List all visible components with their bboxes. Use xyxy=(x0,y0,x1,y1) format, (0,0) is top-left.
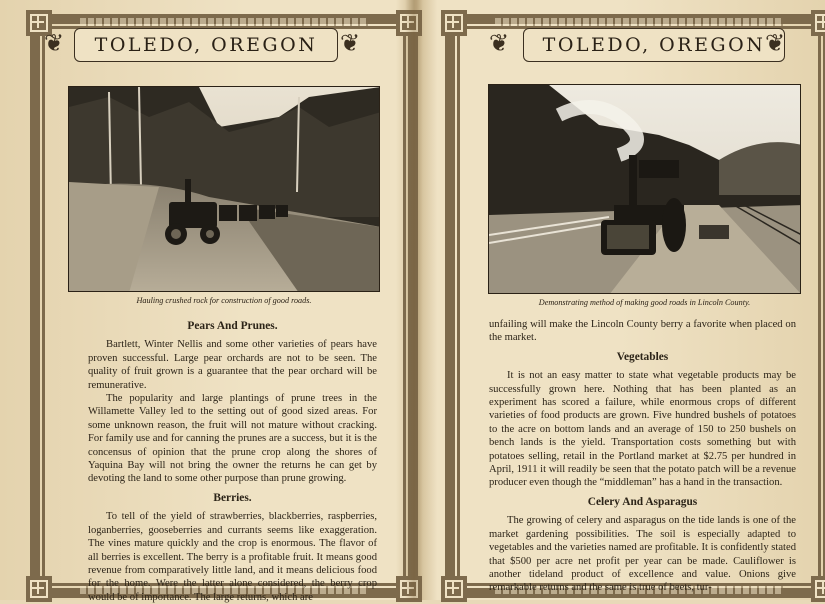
photo-caption: Hauling crushed rock for construction of good roads. xyxy=(136,296,312,305)
road-roller-photo xyxy=(488,84,801,294)
left-body-text xyxy=(88,314,377,604)
continuation-paragraph: unfailing will make the Lincoln County berry a favorite when placed on the market. xyxy=(489,319,796,344)
corner-ornament-icon xyxy=(441,576,467,602)
photo-caption: Demonstrating method of making good roads in Lincoln County. xyxy=(538,298,751,307)
banner-scroll-right-icon: ❦ xyxy=(765,31,786,57)
banner-scroll-left-icon: ❦ xyxy=(489,31,510,57)
section-heading: Pears And Prunes. xyxy=(187,320,278,332)
paragraph: The growing of celery and asparagus on the tide lands is one of the market gardening possibilities. The soil is especially adapted to vegetables and the varieties named are profitable. It is confidently stated that $500 per acre net profit per year can be made. Cauliflower is another tideland product of excellence and value. Onions give remarkable returns and the same is true of beets, tur- xyxy=(489,515,796,594)
paragraph: Bartlett, Winter Nellis and some other varieties of pears have proven successful. Large pear orchards are not to be seen. The quality of fruit grown is a guarantee that the pear orchard will be remunerative. xyxy=(88,339,377,391)
left-page xyxy=(0,0,412,603)
banner-scroll-right-icon: ❦ xyxy=(340,31,361,57)
corner-ornament-icon xyxy=(441,10,467,36)
page-header-title: TOLEDO, OREGON xyxy=(74,28,338,62)
road-hauling-photo xyxy=(68,86,380,292)
paragraph: It is not an easy matter to state what vegetable products may be successfully grown here. Nothing that has been planted as an experiment has scored a failure, while enormous crops of different varieties of food products are grown. Five hundred bushels of potatoes to the acre on bottom lands and an average of 150 to 250 bushels on bench lands is the yield. Transportation costs something but with potatoes selling, retail in the Portland market at $2.75 per hundred in April, 1911 it will readily be seen that the potato patch will be a revenue producer even though the “middleman” has a hand in the transaction. xyxy=(489,370,796,489)
corner-ornament-icon xyxy=(811,10,825,36)
section-heading: Vegetables xyxy=(616,350,669,363)
right-page xyxy=(413,0,825,600)
section-heading: Celery And Asparagus xyxy=(587,495,698,508)
right-body-text xyxy=(489,318,796,595)
section-heading: Berries. xyxy=(213,491,252,504)
page-header-title: TOLEDO, OREGON xyxy=(523,28,785,62)
paragraph: To tell of the yield of strawberries, blackberries, raspberries, loganberries, gooseberries and currants seems like exaggeration. The vines mature quickly and the crop is enormous. The flavor of all berries is excellent. The berry is a profitable fruit. It means good revenue from comparatively little land, and it means delicious food for the home. Were the latter alone considered, the berry crop would be of importance. The large returns, which are xyxy=(88,511,377,603)
paragraph: The popularity and large plantings of prune trees in the Willamette Valley led to the setting out of good sized areas. For some unknown reason, the fruit will not mature without cracking. For family use and for canning the prunes are a success, but it is the concensus of opinion that the prune crop along the shores of Yaquina Bay will not bring the owner the returns he can get by devoting the land to some other purpose than prune growing. xyxy=(88,393,377,485)
corner-ornament-icon xyxy=(811,576,825,602)
banner-scroll-left-icon: ❦ xyxy=(44,31,65,57)
corner-ornament-icon xyxy=(26,576,52,602)
